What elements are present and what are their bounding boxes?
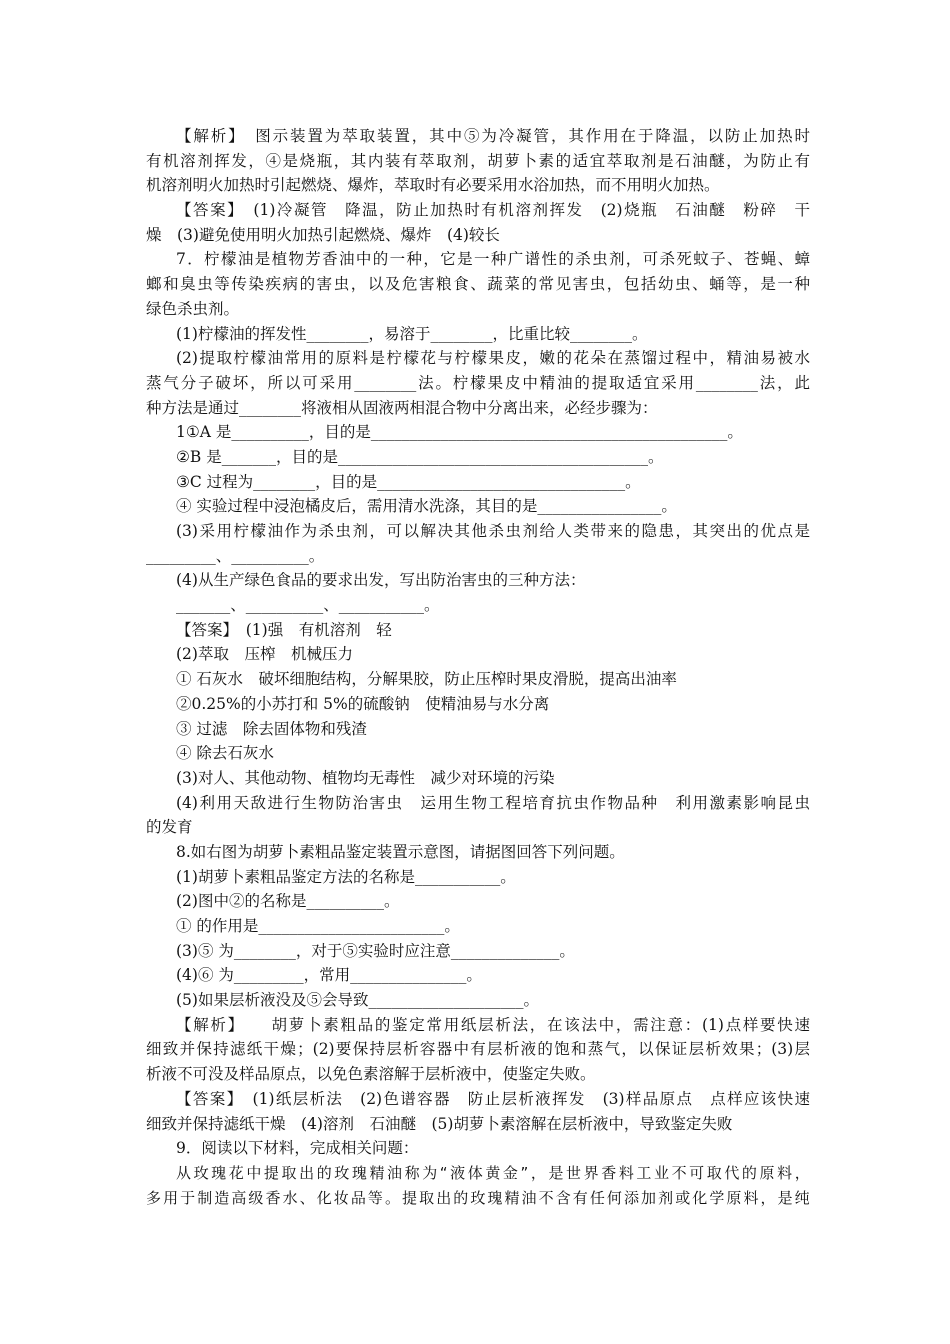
text-line: 9．阅读以下材料，完成相关问题：: [176, 1139, 419, 1158]
text-line: (3)⑤ 为________，对于⑤实验时应注意______________。: [176, 941, 575, 960]
text-line: 【答案】 (1)强 有机溶剂 轻: [176, 620, 392, 639]
text-line: ②0.25%的小苏打和 5%的硫酸钠 使精油易与水分离: [176, 694, 550, 713]
text-line: ③ 过滤 除去固体物和残渣: [176, 719, 367, 738]
text-line: ③C 过程为________，目的是________________________________。: [176, 472, 641, 491]
text-line: 【答案】 (1)纸层析法 (2)色谱容器 防止层析液挥发 (3)样品原点 点样应该快速: [176, 1089, 810, 1108]
text-line: 1①A 是__________，目的是______________________________________________。: [176, 423, 743, 442]
text-line: 【解析】 图示装置为萃取装置，其中⑤为冷凝管，其作用在于降温，以防止加热时: [176, 127, 810, 145]
text-line: (1)胡萝卜素粗品鉴定方法的名称是___________。: [176, 867, 516, 886]
text-line: 细致并保持滤纸干燥 (4)溶剂 石油醚 (5)胡萝卜素溶解在层析液中，导致鉴定失败: [146, 1114, 733, 1133]
text-line: ②B 是_______，目的是________________________________________。: [176, 447, 664, 466]
text-line: 7．柠檬油是植物芳香油中的一种，它是一种广谱性的杀虫剂，可杀死蚊子、苍蝇、蟑: [176, 250, 810, 269]
text-line: (3)采用柠檬油作为杀虫剂，可以解决其他杀虫剂给人类带来的隐患，其突出的优点是: [176, 522, 810, 540]
text-line: ① 石灰水 破坏细胞结构，分解果胶，防止压榨时果皮滑脱，提高出油率: [176, 670, 677, 689]
text-line: ① 的作用是________________________。: [176, 917, 460, 935]
text-line: 【解析】 胡萝卜素粗品的鉴定常用纸层析法，在该法中，需注意：(1)点样要快速: [176, 1015, 810, 1034]
text-line: 多用于制造高级香水、化妆品等。提取出的玫瑰精油不含有任何添加剂或化学原料，是纯: [146, 1188, 810, 1207]
text-line: 种方法是通过________将液相从固液两相混合物中分离出来，必经步骤为：: [146, 398, 658, 417]
text-line: 有机溶剂挥发，④是烧瓶，其内装有萃取剂，胡萝卜素的适宜萃取剂是石油醚，为防止有: [146, 151, 810, 170]
text-line: 细致并保持滤纸干燥；(2)要保持层析容器中有层析液的饱和蒸气，以保证层析效果；(3)层: [146, 1040, 810, 1059]
text-line: 的发育: [146, 818, 193, 837]
text-line: (2)图中②的名称是__________。: [176, 892, 400, 911]
text-line: (2)萃取 压榨 机械压力: [176, 645, 353, 664]
text-line: (2)提取柠檬油常用的原料是柠檬花与柠檬果皮，嫩的花朵在蒸馏过程中，精油易被水: [176, 349, 810, 368]
text-line: _________、__________。: [146, 546, 325, 565]
text-line: (4)⑥ 为_________，常用_______________。: [176, 966, 482, 985]
text-line: 蒸气分子破坏，所以可采用________法。柠檬果皮中精油的提取适宜采用________法，此: [146, 373, 810, 392]
text-line: ④ 除去石灰水: [176, 744, 274, 763]
text-line: 绿色杀虫剂。: [146, 299, 240, 318]
text-line: 析液不可没及样品原点，以免色素溶解于层析液中，使鉴定失败。: [146, 1065, 596, 1084]
text-line: 从玫瑰花中提取出的玫瑰精油称为“液体黄金”，是世界香料工业不可取代的原料，: [176, 1163, 810, 1182]
text-line: 【答案】 (1)冷凝管 降温，防止加热时有机溶剂挥发 (2)烧瓶 石油醚 粉碎 干: [176, 201, 810, 220]
text-line: 机溶剂明火加热时引起燃烧、爆炸，萃取时有必要采用水浴加热，而不用明火加热。: [146, 176, 720, 195]
text-line: 燥 (3)避免使用明火加热引起燃烧、爆炸 (4)较长: [146, 225, 500, 244]
text-line: 螂和臭虫等传染疾病的害虫，以及危害粮食、蔬菜的常见害虫，包括幼虫、蛹等，是一种: [146, 275, 810, 294]
text-line: _______、__________、___________。: [176, 596, 440, 615]
text-line: (1)柠檬油的挥发性________，易溶于________，比重比较________。: [176, 324, 648, 343]
text-line: (4)利用天敌进行生物防治害虫 运用生物工程培育抗虫作物品种 利用激素影响昆虫: [176, 793, 810, 812]
text-line: 8.如右图为胡萝卜素粗品鉴定装置示意图，请据图回答下列问题。: [176, 842, 625, 861]
text-line: (3)对人、其他动物、植物均无毒性 减少对环境的污染: [176, 768, 555, 787]
document-page: [146, 124, 810, 1210]
text-line: ④ 实验过程中浸泡橘皮后，需用清水洗涤，其目的是________________。: [176, 497, 677, 516]
text-line: (4)从生产绿色食品的要求出发，写出防治害虫的三种方法：: [176, 571, 586, 590]
text-line: (5)如果层析液没及⑤会导致____________________。: [176, 991, 539, 1010]
